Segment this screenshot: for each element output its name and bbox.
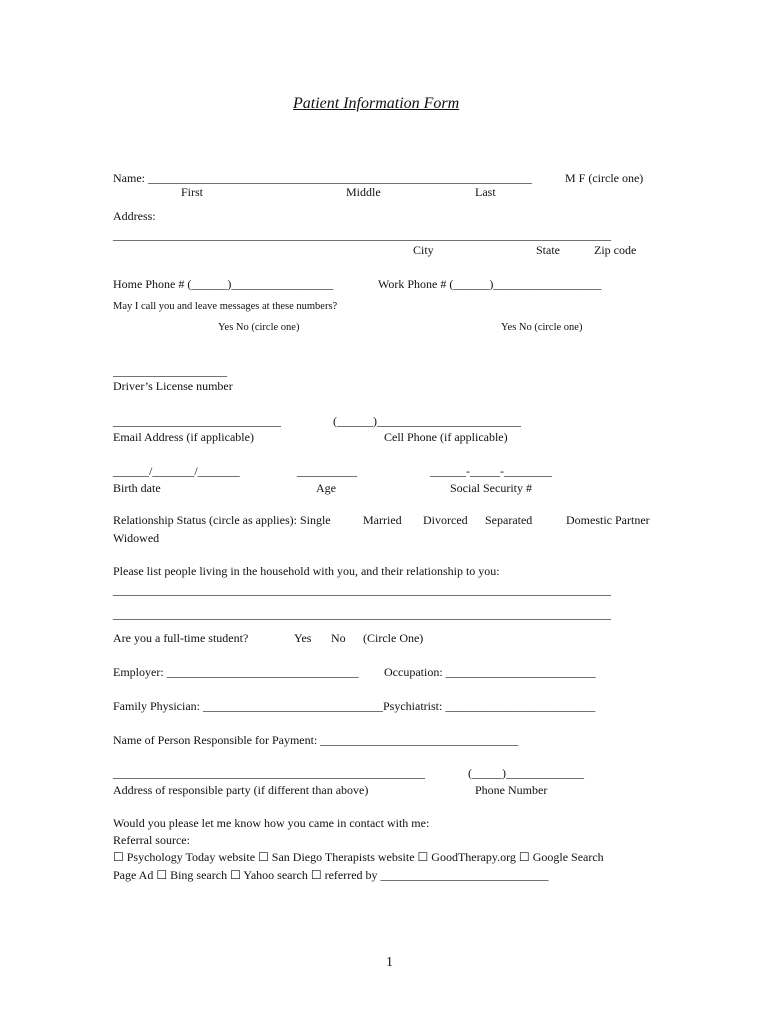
referral-options-row-1[interactable]: ☐ Psychology Today website ☐ San Diego Therapists website ☐ GoodTherapy.org ☐ Google Search <box>113 850 604 864</box>
payment-responsible-field[interactable]: Name of Person Responsible for Payment: _________________________________ <box>113 733 519 747</box>
responsible-address-field[interactable]: ____________________________________________________ <box>113 766 425 780</box>
relationship-separated[interactable]: Separated <box>485 513 533 527</box>
home-messages-yes-no[interactable]: Yes No (circle one) <box>218 322 300 333</box>
email-field[interactable]: ____________________________ <box>113 414 281 428</box>
middle-name-caption: Middle <box>346 185 381 199</box>
ssn-caption: Social Security # <box>450 481 532 495</box>
relationship-divorced[interactable]: Divorced <box>423 513 468 527</box>
responsible-phone-caption: Phone Number <box>475 783 548 797</box>
physician-psychiatrist-field[interactable]: Family Physician: ______________________________Psychiatrist: _________________________ <box>113 699 596 713</box>
student-yes[interactable]: Yes <box>294 631 312 645</box>
birth-date-caption: Birth date <box>113 481 161 495</box>
responsible-phone-field[interactable]: (_____)_____________ <box>468 766 584 780</box>
first-name-caption: First <box>181 185 204 199</box>
state-caption: State <box>536 243 560 257</box>
relationship-married[interactable]: Married <box>363 513 402 527</box>
cell-phone-caption: Cell Phone (if applicable) <box>384 430 508 444</box>
referral-options-row-2[interactable]: Page Ad ☐ Bing search ☐ Yahoo search ☐ referred by ____________________________ <box>113 868 549 882</box>
referral-question: Would you please let me know how you came in contact with me: <box>113 816 430 830</box>
household-line-2[interactable]: ___________________________________________________________________________________ <box>113 607 611 621</box>
ssn-field[interactable]: ______-_____-________ <box>430 464 552 478</box>
address-label: Address: <box>113 209 156 223</box>
student-circle-one: (Circle One) <box>363 631 424 645</box>
email-caption: Email Address (if applicable) <box>113 430 254 444</box>
occupation-field[interactable]: Occupation: _________________________ <box>384 665 596 679</box>
household-line-1[interactable]: ___________________________________________________________________________________ <box>113 583 611 597</box>
page-number: 1 <box>386 955 393 970</box>
last-name-caption: Last <box>475 185 496 199</box>
responsible-address-caption: Address of responsible party (if different than above) <box>113 783 369 797</box>
home-phone-field[interactable]: Home Phone # (______)_________________ <box>113 277 334 291</box>
student-no[interactable]: No <box>331 631 346 645</box>
name-field[interactable]: Name: ________________________________________________________________ <box>113 171 532 185</box>
work-messages-yes-no[interactable]: Yes No (circle one) <box>501 322 583 333</box>
relationship-widowed[interactable]: Widowed <box>113 531 160 545</box>
address-field[interactable]: ___________________________________________________________________________________ <box>113 228 611 242</box>
drivers-license-caption: Driver’s License number <box>113 379 233 393</box>
employer-field[interactable]: Employer: ________________________________ <box>113 665 359 679</box>
city-caption: City <box>413 243 434 257</box>
relationship-status-single[interactable]: Relationship Status (circle as applies): Single <box>113 513 331 527</box>
referral-source-label: Referral source: <box>113 833 190 847</box>
drivers-license-field[interactable]: ___________________ <box>113 364 227 378</box>
age-field[interactable]: __________ <box>297 464 357 478</box>
zip-caption: Zip code <box>594 243 637 257</box>
student-question: Are you a full-time student? <box>113 631 249 645</box>
household-label: Please list people living in the household with you, and their relationship to you: <box>113 564 500 578</box>
age-caption: Age <box>316 481 336 495</box>
birth-date-field[interactable]: ______/_______/_______ <box>113 464 240 478</box>
sex-circle-one: M F (circle one) <box>565 171 644 185</box>
messages-question: May I call you and leave messages at these numbers? <box>113 301 338 312</box>
work-phone-field[interactable]: Work Phone # (______)__________________ <box>378 277 602 291</box>
relationship-domestic-partner[interactable]: Domestic Partner <box>566 513 650 527</box>
form-title: Patient Information Form <box>293 95 460 112</box>
cell-phone-field[interactable]: (______)________________________ <box>333 414 521 428</box>
